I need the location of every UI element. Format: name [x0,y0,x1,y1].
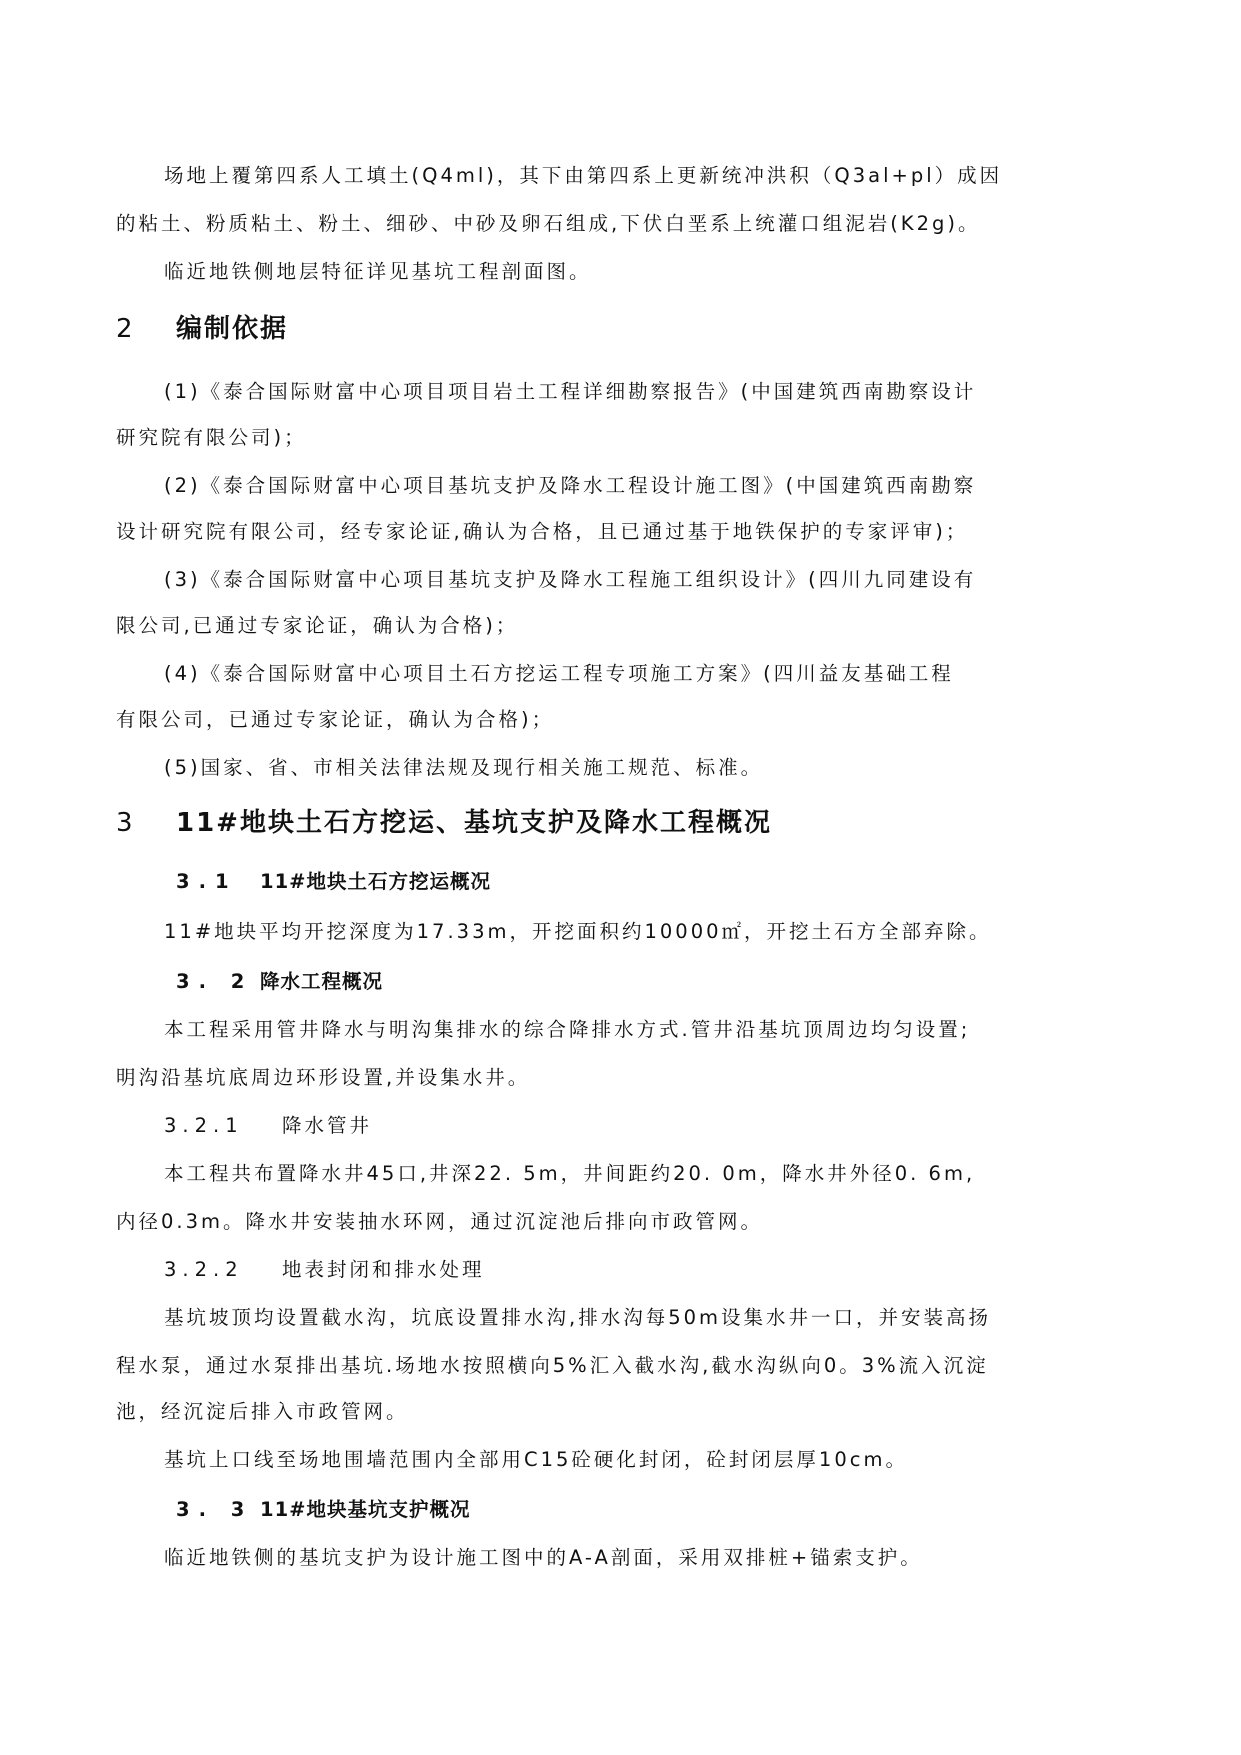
section-3-title: 11#地块土石方挖运、基坑支护及降水工程概况 [176,808,772,838]
basis-item-3-line-2: 限公司,已通过专家论证，确认为合格)； [116,614,519,637]
section-3-2-number: 3. 2 [176,970,254,993]
section-2-number: 2 [116,314,135,344]
section-3-2-1-heading [164,1114,372,1138]
paragraph-strata-line-1: 场地上覆第四系人工填土(Q4ml)，其下由第四系上更新统冲洪积（Q3al+pl）成因 [164,164,1003,187]
section-3-1-text: 11#地块平均开挖深度为17.33m，开挖面积约10000㎡，开挖土石方全部弃除。 [164,920,992,943]
section-3-2-title: 降水工程概况 [260,970,384,993]
basis-item-1-line-1: (1)《泰合国际财富中心项目项目岩土工程详细勘察报告》(中国建筑西南勘察设计 [164,380,977,403]
paragraph-strata-line-2: 的粘土、粉质粘土、粉土、细砂、中砂及卵石组成,下伏白垩系上统灌口组泥岩(K2g)。 [116,212,981,235]
section-3-3-number: 3. 3 [176,1498,254,1521]
section-3-1-heading [176,870,491,894]
section-3-2-1-number: 3.2.1 [164,1114,244,1137]
section-3-1-title: 11#地块土石方挖运概况 [260,870,491,893]
basis-item-4-line-1: (4)《泰合国际财富中心项目土石方挖运工程专项施工方案》(四川益友基础工程 [164,662,954,685]
section-3-2-heading [176,970,383,994]
basis-item-3-line-1: (3)《泰合国际财富中心项目基坑支护及降水工程施工组织设计》(四川九同建设有 [164,568,977,591]
basis-item-2-line-2: 设计研究院有限公司，经专家论证,确认为合格，且已通过基于地铁保护的专家评审)； [116,520,969,543]
basis-item-1-line-2: 研究院有限公司)； [116,426,307,449]
section-3-2-2-text-line-2: 程水泵，通过水泵排出基坑.场地水按照横向5%汇入截水沟,截水沟纵向0。3%流入沉淀 [116,1354,989,1377]
section-2-title: 编制依据 [176,314,289,344]
section-3-heading [116,808,772,838]
section-3-2-2-text-line-1: 基坑坡顶均设置截水沟，坑底设置排水沟,排水沟每50m设集水井一口，并安装高扬 [164,1306,992,1329]
section-3-2-2-text-2: 基坑上口线至场地围墙范围内全部用C15砼硬化封闭，砼封闭层厚10cm。 [164,1448,908,1471]
paragraph-strata-reference: 临近地铁侧地层特征详见基坑工程剖面图。 [164,260,592,283]
section-3-3-title: 11#地块基坑支护概况 [260,1498,471,1521]
section-3-2-1-text-line-2: 内径0.3m。降水井安装抽水环网，通过沉淀池后排向市政管网。 [116,1210,764,1233]
section-2-heading [116,314,288,344]
section-3-2-text-line-2: 明沟沿基坑底周边环形设置,并设集水井。 [116,1066,531,1089]
section-3-2-2-number: 3.2.2 [164,1258,244,1281]
basis-item-2-line-1: (2)《泰合国际财富中心项目基坑支护及降水工程设计施工图》(中国建筑西南勘察 [164,474,977,497]
section-3-2-2-heading [164,1258,485,1282]
section-3-3-heading [176,1498,470,1522]
section-3-2-2-text-line-3: 池，经沉淀后排入市政管网。 [116,1400,409,1423]
section-3-number: 3 [116,808,135,838]
basis-item-5: (5)国家、省、市相关法律法规及现行相关施工规范、标准。 [164,756,764,779]
section-3-2-2-title: 地表封闭和排水处理 [282,1258,485,1281]
section-3-2-1-text-line-1: 本工程共布置降水井45口,井深22. 5m，井间距约20. 0m，降水井外径0. 6m, [164,1162,976,1185]
section-3-2-1-title: 降水管井 [282,1114,373,1137]
section-3-3-text: 临近地铁侧的基坑支护为设计施工图中的A-A剖面，采用双排桩+锚索支护。 [164,1546,923,1569]
section-3-2-text-line-1: 本工程采用管井降水与明沟集排水的综合降排水方式.管井沿基坑顶周边均匀设置; [164,1018,971,1041]
section-3-1-number: 3.1 [176,870,238,893]
basis-item-4-line-2: 有限公司，已通过专家论证，确认为合格)； [116,708,555,731]
